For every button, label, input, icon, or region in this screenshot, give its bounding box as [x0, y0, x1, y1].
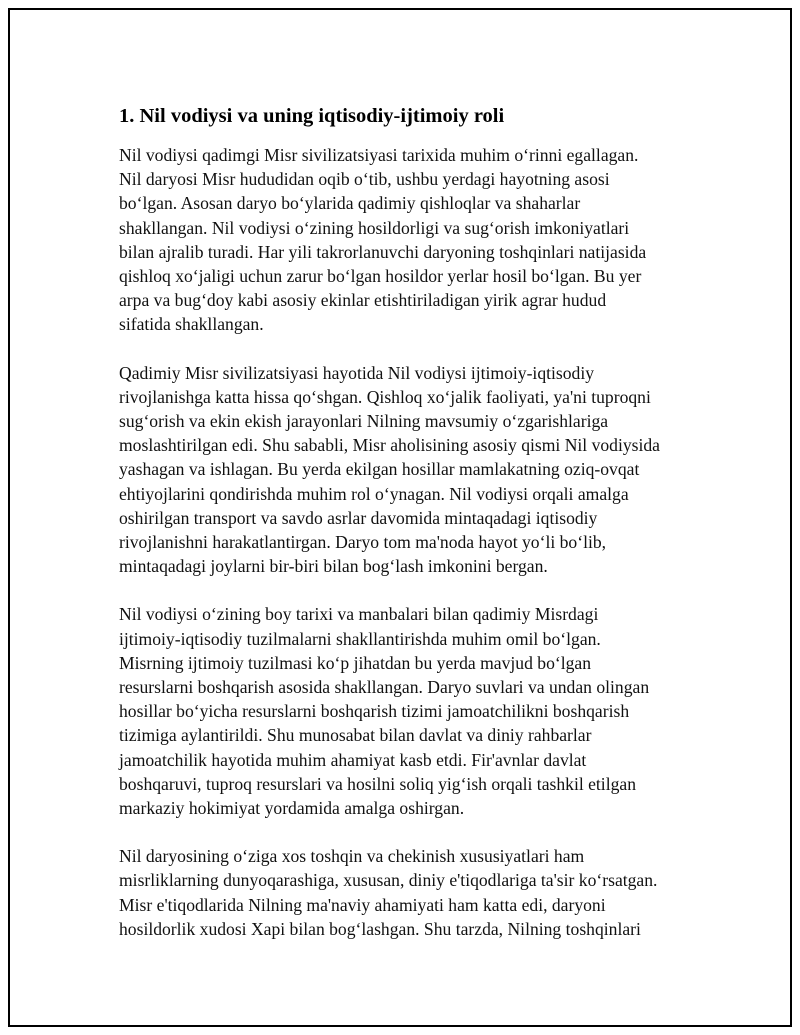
document-body	[119, 102, 699, 965]
document-page	[8, 8, 792, 1027]
paragraph-4: Nil daryosining o‘ziga xos toshqin va chekinish xususiyatlari ham misrliklarning dunyoqarashiga, xususan, diniy e'tiqodlariga ta'sir ko‘rsatgan. Misr e'tiqodlarida Nilning ma'naviy ahamiyati ham katta edi, daryoni hosildorlik xudosi Xapi bilan bog‘lashgan. Shu tarzda, Nilning toshqinlari	[119, 846, 658, 939]
section-heading: 1. Nil vodiysi va uning iqtisodiy-ijtimoiy roli	[119, 105, 505, 127]
paragraph-2: Qadimiy Misr sivilizatsiyasi hayotida Nil vodiysi ijtimoiy-iqtisodiy rivojlanishga katta hissa qo‘shgan. Qishloq xo‘jalik faoliyati, ya'ni tuproqni sug‘orish va ekin ekish jarayonlari Nilning mavsumiy o‘zgarishlariga moslashtirilgan edi. Shu sababli, Misr aholisining asosiy qismi Nil vodiysida yashagan va ishlagan. Bu yerda ekilgan hosillar mamlakatning oziq-ovqat ehtiyojlarini qondirishda muhim rol o‘ynagan. Nil vodiysi orqali amalga oshirilgan transport va savdo asrlar davomida mintaqadagi iqtisodiy rivojlanishni harakatlantirgan. Daryo tom ma'noda hayot yo‘li bo‘lib, mintaqadagi joylarni bir-biri bilan bog‘lash imkonini bergan.	[119, 362, 660, 577]
paragraph-3: Nil vodiysi o‘zining boy tarixi va manbalari bilan qadimiy Misrdagi ijtimoiy-iqtisodiy tuzilmalarni shakllantirishda muhim omil bo‘lgan. Misrning ijtimoiy tuzilmasi ko‘p jihatdan bu yerda mavjud bo‘lgan resurslarni boshqarish asosida shakllangan. Daryo suvlari va undan olingan hosillar bo‘yicha resurslarni boshqarish tizimi jamoatchilikni boshqarish tizimiga aylantirildi. Shu munosabat bilan davlat va diniy rahbarlar jamoatchilik hayotida muhim ahamiyat kasb etdi. Fir'avnlar davlat boshqaruvi, tuproq resurslari va hosilni soliq yig‘ish orqali tashkil etilgan markaziy hokimiyat yordamida amalga oshirgan.	[119, 604, 650, 819]
paragraph-1: Nil vodiysi qadimgi Misr sivilizatsiyasi tarixida muhim o‘rinni egallagan. Nil daryosi Misr hududidan oqib o‘tib, ushbu yerdagi hayotning asosi bo‘lgan. Asosan daryo bo‘ylarida qadimiy qishloqlar va shaharlar shakllangan. Nil vodiysi o‘zining hosildorligi va sug‘orish imkoniyatlari bilan ajralib turadi. Har yili takrorlanuvchi daryoning toshqinlari natijasida qishloq xo‘jaligi uchun zarur bo‘lgan hosildor yerlar hosil bo‘lgan. Bu yer arpa va bug‘doy kabi asosiy ekinlar etishtiriladigan yirik agrar hudud sifatida shakllangan.	[119, 145, 647, 335]
